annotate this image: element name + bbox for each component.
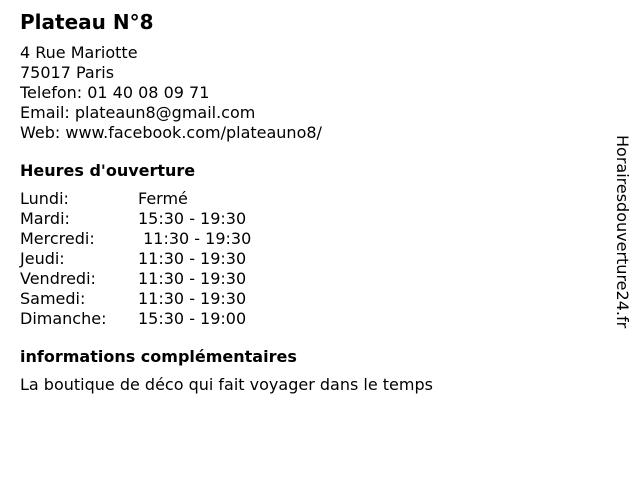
- hours-row: [20, 249, 251, 269]
- hours-time: 11:30 - 19:30: [138, 269, 247, 288]
- site-watermark: Horairesdouverture24.fr: [613, 135, 632, 329]
- hours-row: [20, 229, 251, 249]
- web-text: Web: www.facebook.com/plateauno8/: [20, 123, 322, 142]
- business-name: Plateau N°8: [20, 10, 154, 34]
- hours-day: Lundi:: [20, 189, 69, 208]
- hours-row: [20, 269, 251, 289]
- hours-day: Mercredi:: [20, 229, 95, 248]
- address-city: 75017 Paris: [20, 63, 115, 82]
- hours-heading: Heures d'ouverture: [20, 161, 196, 180]
- hours-time: 11:30 - 19:30: [138, 229, 252, 248]
- hours-row: [20, 209, 251, 229]
- phone-text: Telefon: 01 40 08 09 71: [20, 83, 210, 102]
- hours-time: 15:30 - 19:00: [138, 309, 247, 328]
- hours-day: Jeudi:: [20, 249, 65, 268]
- hours-time: Fermé: [138, 189, 188, 208]
- hours-day: Vendredi:: [20, 269, 96, 288]
- hours-row: [20, 289, 251, 309]
- hours-table: [20, 189, 251, 329]
- hours-day: Mardi:: [20, 209, 70, 228]
- hours-day: Dimanche:: [20, 309, 107, 328]
- hours-time: 15:30 - 19:30: [138, 209, 247, 228]
- business-card: [20, 10, 580, 395]
- address-street: 4 Rue Mariotte: [20, 43, 138, 62]
- email-text: Email: plateaun8@gmail.com: [20, 103, 256, 122]
- hours-day: Samedi:: [20, 289, 86, 308]
- hours-time: 11:30 - 19:30: [138, 289, 247, 308]
- hours-time: 11:30 - 19:30: [138, 249, 247, 268]
- hours-row: [20, 309, 251, 329]
- info-heading: informations complémentaires: [20, 347, 297, 366]
- info-description: La boutique de déco qui fait voyager dans le temps: [20, 375, 433, 394]
- contact-block: [20, 43, 580, 143]
- hours-row: [20, 189, 251, 209]
